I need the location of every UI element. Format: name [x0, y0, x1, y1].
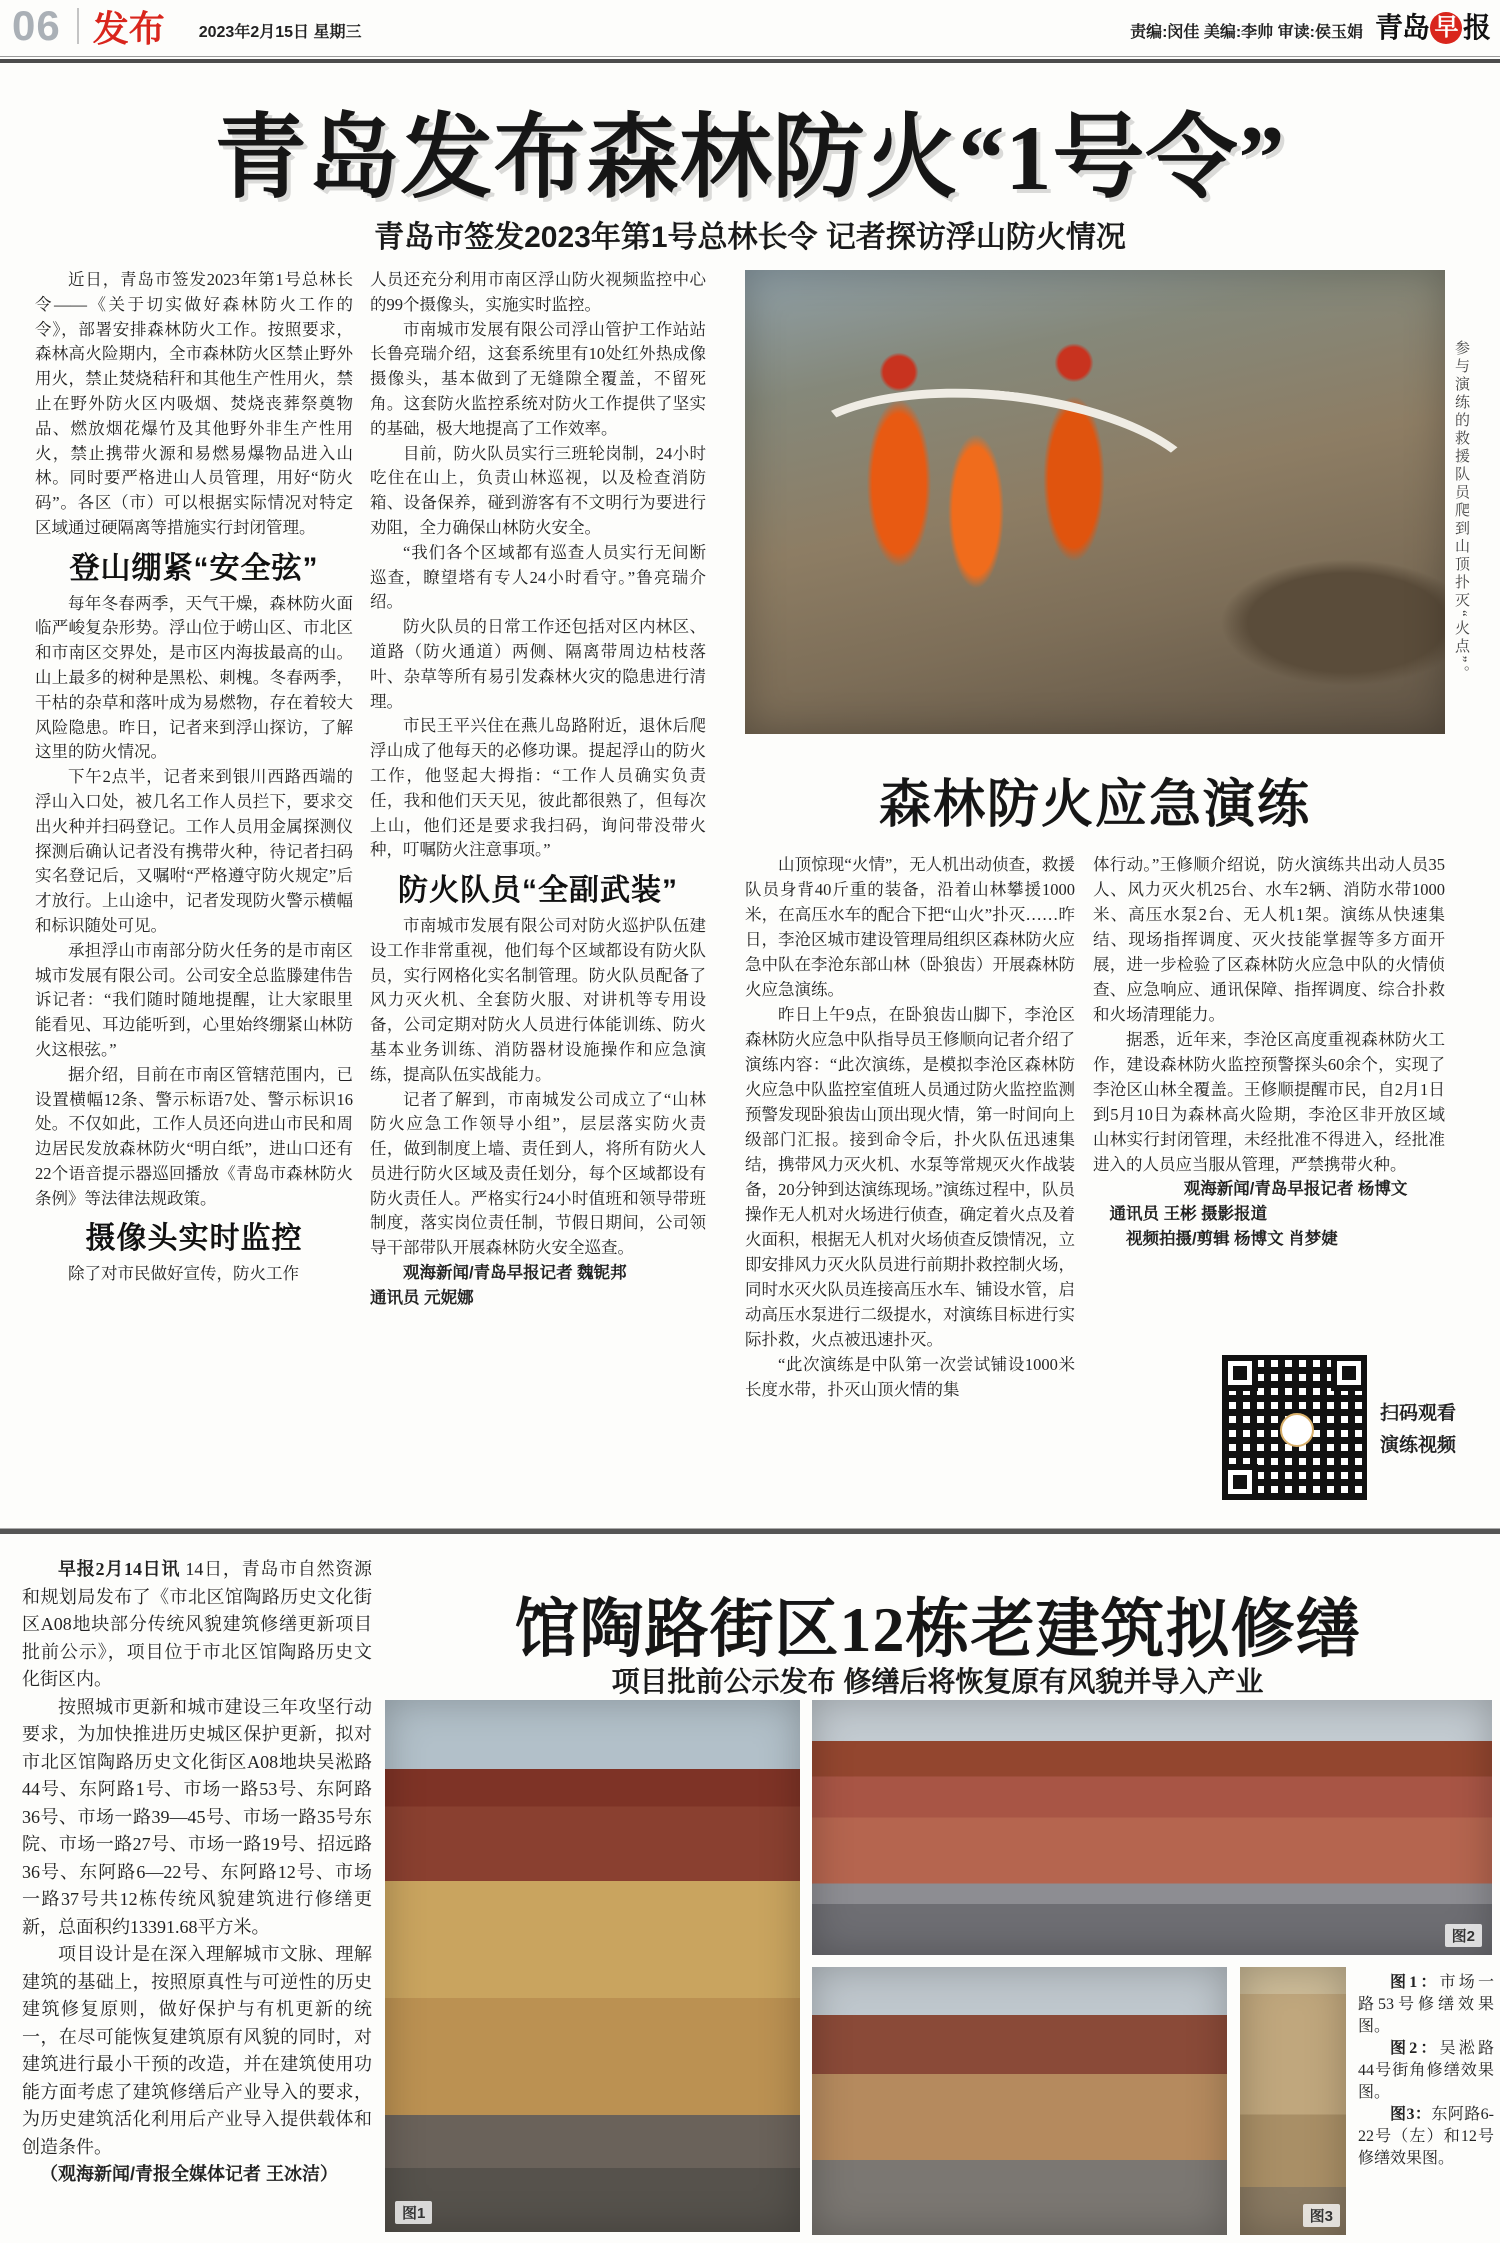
paragraph: 通讯员 王彬 摄影报道: [1109, 1205, 1268, 1223]
article2-column-a: [745, 852, 1075, 1514]
paragraph: 近日，青岛市签发2023年第1号总林长令——《关于切实做好森林防火工作的令》，部署安排森林防火工作。按照要求，森林高火险期内，全市森林防火区禁止野外用火，禁止焚烧秸秆和其他生产性用火，禁止在野外防火区内吸烟、焚烧丧葬祭奠物品、燃放烟花爆竹及其他野外非生产性用火，禁止携带火源和易燃易爆物品进入山林。同时要严格进山人员管理，用好“防火码”。各区（市）可以根据实际情况对特定区域通过硬隔离等措施实行封闭管理。: [35, 270, 353, 537]
section-header: 摄像头实时监控: [85, 1222, 303, 1256]
paragraph: 观海新闻/青岛早报记者 杨博文: [1183, 1180, 1408, 1198]
qr-finder-icon: [1222, 1355, 1258, 1391]
section-header: 防火队员“全副武装”: [398, 874, 678, 908]
qr-caption: [1380, 1398, 1490, 1462]
article1-subhead: 青岛市签发2023年第1号总林长令 记者探访浮山防火情况: [374, 221, 1126, 254]
paragraph: 目前，防火队员实行三班轮岗制，24小时吃住在山上，负责山林巡视，以及检查消防箱、设备保养，碰到游客有不文明行为要进行劝阻，全力确保山林防火安全。: [370, 443, 706, 537]
masthead-text: 报: [1462, 12, 1490, 43]
paragraph: 记者了解到，市南城发公司成立了“山林防火应急工作领导小组”，层层落实防火责任，做到制度上墙、责任到人，将所有防火人员进行防火区域及责任划分，每个区域都设有防火责任人。严格实行24小时值班和领导带班制度，落实岗位责任制，节假日期间，公司领导干部带队开展森林防火安全巡查。: [370, 1089, 706, 1258]
paragraph: 市南城市发展有限公司对防火巡护队伍建设工作非常重视，他们每个区域都设有防火队员，实行网格化实名制管理。防火队员配备了风力灭火机、全套防火服、对讲机等专用设备，公司定期对防火人员进行体能训练、防火基本业务训练、消防器材设施操作和应急演练，提高队伍实战能力。: [370, 915, 706, 1084]
paragraph: （观海新闻/青报全媒体记者 王冰洁）: [40, 2164, 339, 2184]
page-number: 06: [12, 2, 61, 49]
masthead-text: 青岛: [1374, 12, 1429, 43]
article1-column-2: [370, 268, 706, 1520]
paragraph: 项目设计是在深入理解城市文脉、理解建筑的基础上，按照原真性与可逆性的历史建筑修复原则，做好保护与有机更新的统一，在尽可能恢复建筑原有风貌的同时，对建筑进行最小干预的改造，并在建筑使用功能方面考虑了建筑修缮后产业导入的要求，为历史建筑活化利用后产业导入提供载体和创造条件。: [22, 1944, 372, 2157]
header-rule-thin: [0, 56, 1500, 57]
photo-fig1-building: [385, 1700, 800, 2232]
paragraph: 市民王平兴住在燕儿岛路附近，退休后爬浮山成了他每天的必修功课。提起浮山的防火工作，他竖起大拇指：“工作人员确实负责任，我和他们天天见，彼此都很熟了，但每次上山，他们还是要求我扫码，询问带没带火种，叮嘱防火注意事项。”: [370, 716, 706, 860]
issue-date: 2023年2月15日 星期三: [198, 23, 362, 41]
photo-label-fig2: 图2: [1445, 1924, 1482, 1947]
paragraph: 据悉，近年来，李沧区高度重视森林防火工作，建设森林防火监控预警探头60余个，实现了李沧区山林全覆盖。王修顺提醒市民，自2月1日到5月10日为森林高火险期，李沧区非开放区域山林实行封闭管理，未经批准不得进入，经批准进入的人员应当服从管理，严禁携带火种。: [1093, 1030, 1445, 1174]
paragraph: 除了对市民做好宣传，防火工作: [68, 1264, 299, 1284]
paragraph: 防火队员的日常工作还包括对区内林区、道路（防火通道）两侧、隔离带周边枯枝落叶、杂草等所有易引发森林火灾的隐患进行清理。: [370, 617, 706, 711]
photo-caption-vertical: 参与演练的救援队员爬到山顶扑灭“火点”。: [1453, 340, 1469, 684]
firefighting-drill-photo: [745, 270, 1445, 734]
photo-fig3-street-row: [812, 1967, 1227, 2235]
section-name: 发布: [92, 7, 165, 49]
masthead-red-seal: 早: [1430, 12, 1462, 44]
qr-finder-icon: [1222, 1464, 1258, 1500]
paragraph: 图2：吴淞路44号街角修缮效果图。: [1358, 2040, 1494, 2101]
article3-subhead: 项目批前公示发布 修缮后将恢复原有风貌并导入产业: [611, 1666, 1264, 1697]
qr-code: [1222, 1355, 1367, 1500]
section-divider: [0, 1528, 1500, 1534]
paragraph: 承担浮山市南部分防火任务的是市南区城市发展有限公司。公司安全总监滕建伟告诉记者：“我们随时随地提醒，让大家眼里能看见、耳边能听到，心里始终绷紧山林防火这根弦。”: [35, 940, 353, 1059]
qr-center-logo: [1280, 1413, 1314, 1447]
section-header: 登山绷紧“安全弦”: [69, 551, 319, 585]
article3-headline: 馆陶路街区12栋老建筑拟修缮: [514, 1594, 1361, 1665]
header-divider: [77, 8, 79, 44]
paragraph: 通讯员 元妮娜: [370, 1288, 474, 1307]
paragraph: 早报2月14日讯 14日，青岛市自然资源和规划局发布了《市北区馆陶路历史文化街区A08地块部分传统风貌建筑修缮更新项目批前公示》，项目位于市北区馆陶路历史文化街区内。: [22, 1559, 372, 1689]
paragraph: 图3：东阿路6-22号（左）和12号修缮效果图。: [1358, 2106, 1494, 2167]
paragraph: 每年冬春两季，天气干燥，森林防火面临严峻复杂形势。浮山位于崂山区、市北区和市南区交界处，是市区内海拔最高的山。山上最多的树种是黑松、刺槐。冬春两季，干枯的杂草和落叶成为易燃物，存在着较大风险隐患。昨日，记者来到浮山探访，了解这里的防火情况。: [35, 593, 353, 762]
editors-line: 责编:闵佳 美编:李帅 审读:侯玉娟: [1130, 23, 1363, 41]
paragraph: “我们各个区域都有巡查人员实行无间断巡查，瞭望塔有专人24小时看守。”鲁亮瑞介绍。: [370, 542, 706, 612]
photo-label-fig3: 图3: [1303, 2204, 1340, 2227]
photo-annex-building: [1240, 1967, 1346, 2235]
paragraph: 山顶惊现“火情”，无人机出动侦查，救援队员身背40斤重的装备，沿着山林攀援1000米，在高压水车的配合下把“山火”扑灭……昨日，李沧区城市建设管理局组织区森林防火应急中队在李沧东部山林（卧狼齿）开展森林防火应急演练。: [745, 855, 1075, 999]
paragraph: 观海新闻/青岛早报记者 魏铌邦: [403, 1264, 627, 1283]
article3-column: [22, 1556, 372, 2241]
paragraph: 按照城市更新和城市建设三年攻坚行动要求，为加快推进历史城区保护更新，拟对市北区馆陶路历史文化街区A08地块吴淞路44号、东阿路1号、市场一路53号、东阿路36号、市场一路39—45号、市场一路35号东院、市场一路27号、市场一路19号、招远路36号、东阿路6—22号、东阿路12号、市场一路37号共12栋传统风貌建筑进行修缮更新，总面积约13391.68平方米。: [22, 1696, 372, 1937]
article2-headline: 森林防火应急演练: [878, 777, 1311, 834]
paragraph: 据介绍，目前在市南区管辖范围内，已设置横幅12条、警示标语7处、警示标识16处。不仅如此，工作人员还向进山市民和周边居民发放森林防火“明白纸”，进山口还有22个语音提示器巡回播放《青岛市森林防火条例》等法律法规政策。: [35, 1064, 353, 1208]
paragraph: 人员还充分利用市南区浮山防火视频监控中心的99个摄像头，实施实时监控。: [370, 270, 706, 314]
article2-column-b: [1093, 852, 1445, 1352]
paragraph: 体行动。”王修顺介绍说，防火演练共出动人员35人、风力灭火机25台、水车2辆、消防水带1000米、高压水泵2台、无人机1架。演练从快速集结、现场指挥调度、灭火技能掌握等多方面开展，进一步检验了区森林防火应急中队的火情侦查、应急响应、通讯保障、指挥调度、综合扑救和火场清理能力。: [1093, 855, 1445, 1024]
paragraph: 市南城市发展有限公司浮山管护工作站站长鲁亮瑞介绍，这套系统里有10处红外热成像摄像头，基本做到了无缝隙全覆盖，不留死角。这套防火监控系统对防火工作提供了坚实的基础，极大地提高了工作效率。: [370, 319, 706, 438]
page-header: [0, 0, 1500, 52]
photo-label-fig1: 图1: [395, 2201, 432, 2224]
header-rule-thick: [0, 59, 1500, 63]
paragraph: 图1：市场一路53号修缮效果图。: [1358, 1974, 1494, 2035]
article1-headline: 青岛发布森林防火“1号令”: [214, 107, 1286, 209]
paragraph: “此次演练是中队第一次尝试铺设1000米长度水带，扑灭山顶火情的集: [745, 1355, 1075, 1399]
paragraph: 视频拍摄/剪辑 杨博文 肖梦婕: [1126, 1230, 1338, 1248]
masthead-logo: [1375, 6, 1490, 46]
qr-finder-icon: [1331, 1355, 1367, 1391]
paragraph: 昨日上午9点，在卧狼齿山脚下，李沧区森林防火应急中队指导员王修顺向记者介绍了演练内容：“此次演练，是模拟李沧区森林防火应急中队监控室值班人员通过防火监控监测预警发现卧狼齿山顶出现火情，第一时间向上级部门汇报。接到命令后，扑火队伍迅速集结，携带风力灭火机、水泵等常规灭火作战装备，20分钟到达演练现场。”演练过程中，队员操作无人机对火场进行侦查，确定着火点及着火面积，根据无人机对火场侦查反馈情况，立即安排风力灭火队员进行前期扑救控制火场，同时水灭火队员连接高压水车、铺设水管，启动高压水泵进行二级提水，对演练目标进行实际扑救，火点被迅速扑灭。: [745, 1005, 1075, 1349]
figure-captions: [1358, 1972, 1494, 2170]
qr-caption-line: 演练视频: [1380, 1435, 1457, 1456]
qr-caption-line: 扫码观看: [1380, 1403, 1457, 1424]
photo-fig2-street-corner: [812, 1700, 1492, 1955]
paragraph: 下午2点半，记者来到银川西路西端的浮山入口处，被几名工作人员拦下，要求交出火种并扫码登记。工作人员用金属探测仪探测后确认记者没有携带火种，待记者扫码实名登记后，又嘱咐“严格遵守防火规定”后才放行。上山途中，记者发现防火警示横幅和标识随处可见。: [35, 767, 353, 935]
article1-column-1: [35, 268, 353, 1520]
